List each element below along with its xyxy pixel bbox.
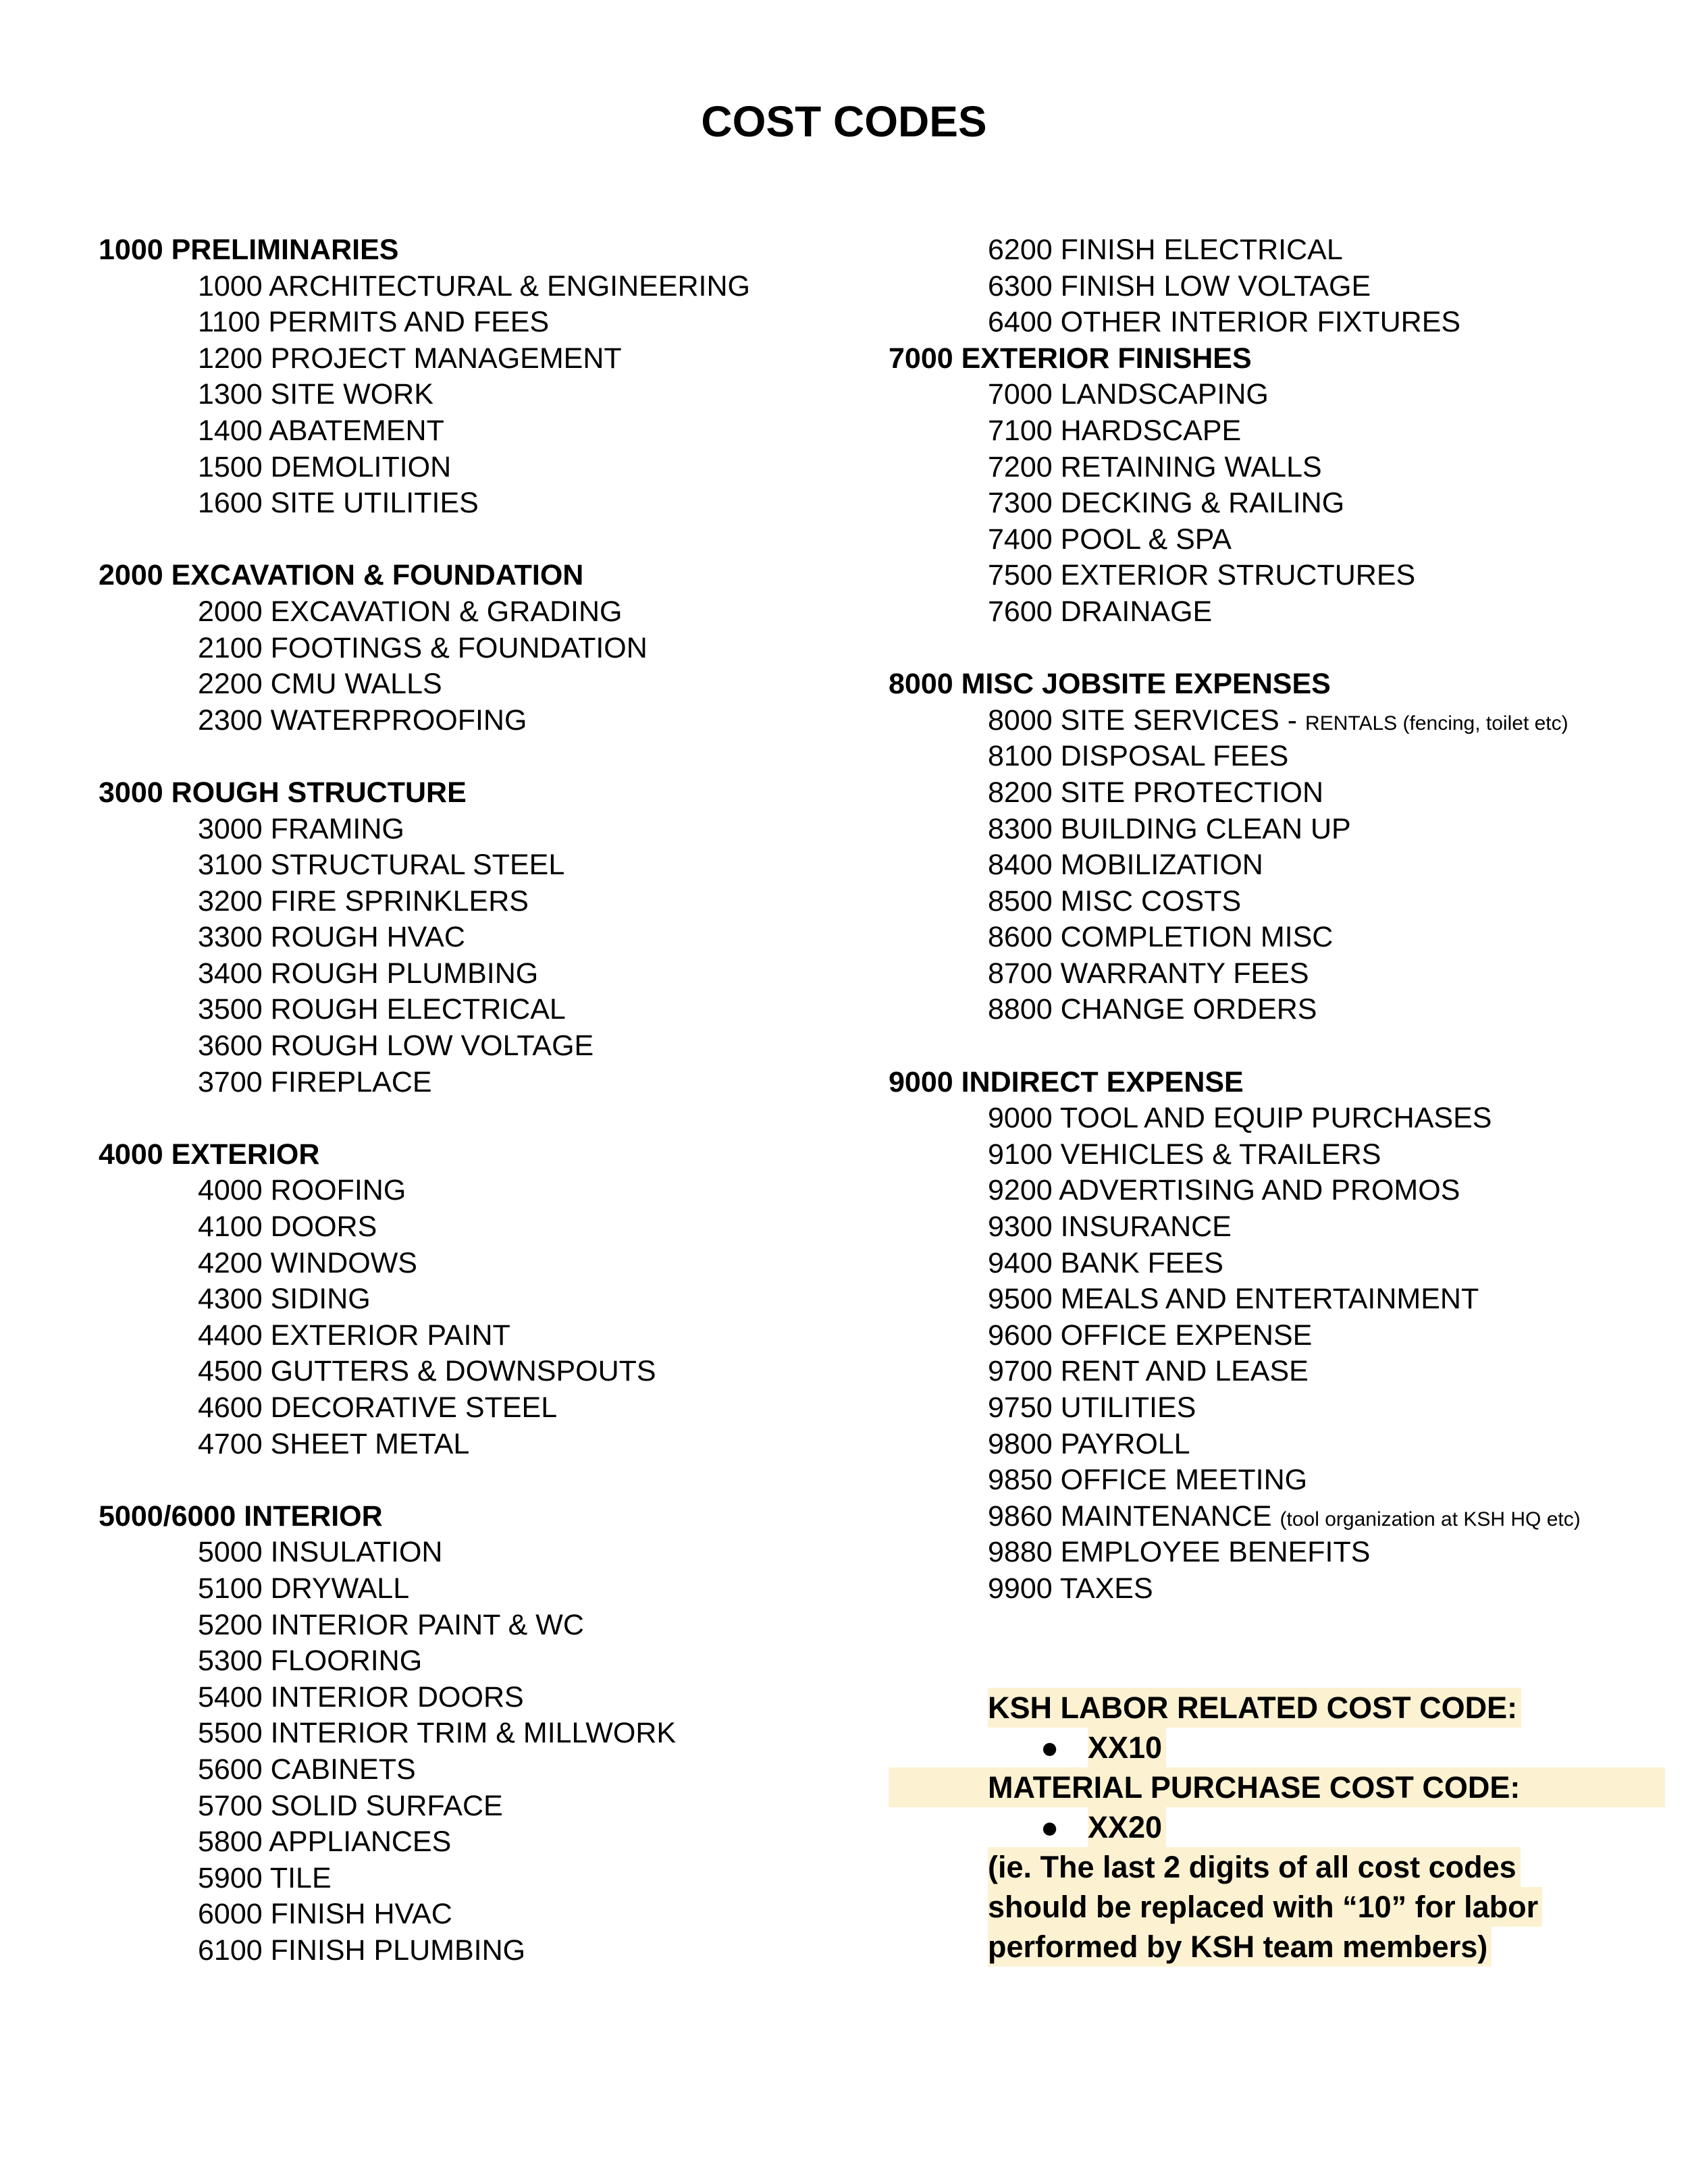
cost-code-item (99, 1571, 895, 1607)
cost-code-text: 8000 SITE SERVICES - (988, 703, 1306, 737)
cost-code-item (889, 1209, 1665, 1246)
cost-code-item (889, 1173, 1665, 1209)
cost-code-item (99, 992, 895, 1028)
material-heading-line (889, 1767, 1665, 1807)
labor-heading-line (889, 1688, 1665, 1728)
section-heading (99, 775, 895, 811)
cost-code-item (99, 1535, 895, 1571)
cost-code-text: 9880 EMPLOYEE BENEFITS (988, 1536, 1371, 1569)
section-heading-text: 1000 PRELIMINARIES (99, 234, 399, 266)
cost-code-text: 4600 DECORATIVE STEEL (198, 1391, 558, 1424)
cost-code-text: 3200 FIRE SPRINKLERS (198, 884, 529, 917)
cost-code-text: 5900 TILE (198, 1861, 332, 1894)
cost-code-text: 7300 DECKING & RAILING (988, 487, 1345, 520)
labor-code: XX10 (1088, 1728, 1166, 1767)
explanation-text: (ie. The last 2 digits of all cost codes (988, 1847, 1521, 1887)
section-heading (889, 666, 1665, 703)
cost-code-item (99, 485, 895, 522)
cost-code-text: 6000 FINISH HVAC (198, 1898, 452, 1931)
spacer (99, 1462, 895, 1499)
cost-code-item (889, 377, 1665, 413)
labor-code-line (889, 1728, 1665, 1767)
cost-code-item (889, 956, 1665, 992)
cost-code-text: 3700 FIREPLACE (198, 1065, 432, 1098)
cost-code-item (889, 739, 1665, 775)
cost-code-item (889, 269, 1665, 305)
cost-code-text: 6400 OTHER INTERIOR FIXTURES (988, 306, 1461, 339)
cost-code-item (99, 1933, 895, 1969)
spacer (99, 1100, 895, 1137)
cost-code-item (889, 558, 1665, 594)
spacer (889, 1028, 1665, 1065)
cost-code-item (99, 1028, 895, 1065)
cost-code-text: 1100 PERMITS AND FEES (198, 306, 550, 339)
cost-code-item (889, 811, 1665, 848)
cost-code-text: 1500 DEMOLITION (198, 450, 452, 483)
cost-code-text: 9900 TAXES (988, 1572, 1153, 1605)
section-heading-text: 2000 EXCAVATION & FOUNDATION (99, 559, 584, 592)
cost-code-item (99, 920, 895, 956)
cost-code-text: 3400 ROUGH PLUMBING (198, 957, 539, 990)
cost-code-item (99, 450, 895, 486)
explanation-line (889, 1847, 1665, 1887)
cost-code-text: 3000 FRAMING (198, 812, 404, 845)
cost-code-item (99, 1281, 895, 1318)
cost-code-item (889, 594, 1665, 631)
cost-code-note: (tool organization at KSH HQ etc) (1280, 1508, 1581, 1530)
cost-code-text: 1000 ARCHITECTURAL & ENGINEERING (198, 269, 751, 302)
cost-code-item (99, 594, 895, 631)
cost-code-item (889, 1427, 1665, 1463)
cost-code-item (99, 811, 895, 848)
cost-code-item (889, 1499, 1665, 1535)
cost-code-item (99, 1896, 895, 1933)
cost-code-text: 7100 HARDSCAPE (988, 414, 1242, 447)
left-cost-code-column (99, 232, 895, 1969)
cost-code-item (99, 1861, 895, 1897)
cost-code-text: 6300 FINISH LOW VOLTAGE (988, 269, 1371, 302)
section-heading-text: 5000/6000 INTERIOR (99, 1499, 383, 1533)
cost-code-text: 4500 GUTTERS & DOWNSPOUTS (198, 1355, 656, 1388)
cost-code-item (99, 1824, 895, 1861)
cost-code-text: 5000 INSULATION (198, 1536, 443, 1569)
spacer (99, 739, 895, 775)
cost-code-item (889, 1571, 1665, 1607)
cost-code-item (99, 377, 895, 413)
right-cost-code-column (889, 232, 1665, 1607)
cost-code-item (99, 1752, 895, 1788)
cost-code-item (99, 1715, 895, 1752)
cost-code-item (99, 703, 895, 739)
cost-code-text: 9100 VEHICLES & TRAILERS (988, 1138, 1381, 1171)
cost-code-item (889, 1100, 1665, 1137)
cost-code-item (889, 847, 1665, 884)
cost-code-note: RENTALS (fencing, toilet etc) (1305, 712, 1568, 735)
section-heading (99, 1499, 895, 1535)
cost-code-text: 9800 PAYROLL (988, 1427, 1190, 1460)
cost-code-text: 2100 FOOTINGS & FOUNDATION (198, 631, 648, 664)
cost-code-text: 8300 BUILDING CLEAN UP (988, 812, 1351, 845)
cost-code-item (889, 485, 1665, 522)
cost-code-item (99, 304, 895, 341)
labor-heading: KSH LABOR RELATED COST CODE: (988, 1688, 1521, 1728)
cost-code-text: 1200 PROJECT MANAGEMENT (198, 342, 622, 375)
page-title: COST CODES (701, 97, 987, 146)
cost-code-item (889, 1318, 1665, 1354)
cost-code-item (889, 522, 1665, 558)
bullet-icon: ● (1040, 1810, 1059, 1844)
cost-code-text: 8200 SITE PROTECTION (988, 776, 1324, 809)
section-heading (889, 1065, 1665, 1101)
cost-code-text: 5600 CABINETS (198, 1753, 416, 1786)
explanation-text: performed by KSH team members) (988, 1927, 1492, 1967)
spacer (99, 522, 895, 558)
cost-code-item (99, 884, 895, 920)
cost-code-item (99, 341, 895, 377)
cost-code-text: 5800 APPLIANCES (198, 1826, 452, 1859)
section-heading-text: 7000 EXTERIOR FINISHES (889, 342, 1252, 375)
section-heading-text: 8000 MISC JOBSITE EXPENSES (889, 668, 1331, 701)
cost-code-item (99, 666, 895, 703)
cost-code-item (99, 1318, 895, 1354)
cost-code-item (889, 703, 1665, 739)
cost-code-text: 5100 DRYWALL (198, 1572, 410, 1605)
cost-code-text: 8500 MISC COSTS (988, 884, 1242, 917)
cost-code-text: 7000 LANDSCAPING (988, 378, 1269, 411)
cost-code-item (889, 1137, 1665, 1173)
cost-code-text: 7500 EXTERIOR STRUCTURES (988, 559, 1416, 592)
cost-code-item (889, 304, 1665, 341)
cost-code-text: 5300 FLOORING (198, 1645, 423, 1678)
cost-code-item (99, 1427, 895, 1463)
cost-code-text: 8400 MOBILIZATION (988, 849, 1263, 882)
cost-code-item (889, 450, 1665, 486)
cost-code-item (99, 1607, 895, 1644)
cost-code-item (99, 269, 895, 305)
cost-code-text: 5200 INTERIOR PAINT & WC (198, 1608, 584, 1641)
cost-code-text: 8700 WARRANTY FEES (988, 957, 1309, 990)
cost-code-text: 3100 STRUCTURAL STEEL (198, 849, 565, 882)
cost-code-item (889, 884, 1665, 920)
cost-code-text: 2300 WATERPROOFING (198, 703, 527, 737)
cost-code-item (99, 847, 895, 884)
cost-code-text: 4700 SHEET METAL (198, 1427, 470, 1460)
explanation-line (889, 1927, 1665, 1967)
cost-code-item (889, 1354, 1665, 1390)
cost-code-item (889, 1390, 1665, 1427)
material-code-line (889, 1807, 1665, 1847)
cost-code-text: 8600 COMPLETION MISC (988, 921, 1334, 954)
explanation-text: should be replaced with “10” for labor (988, 1887, 1542, 1927)
cost-code-text: 3600 ROUGH LOW VOLTAGE (198, 1030, 594, 1063)
cost-code-text: 1300 SITE WORK (198, 378, 433, 411)
cost-code-item (99, 956, 895, 992)
cost-code-item (889, 775, 1665, 811)
cost-code-text: 1400 ABATEMENT (198, 414, 444, 447)
cost-code-text: 4200 WINDOWS (198, 1246, 417, 1279)
cost-code-text: 7600 DRAINAGE (988, 595, 1213, 628)
cost-code-text: 7400 POOL & SPA (988, 523, 1232, 556)
cost-code-item (889, 992, 1665, 1028)
cost-code-text: 9750 UTILITIES (988, 1391, 1196, 1424)
cost-code-text: 9000 TOOL AND EQUIP PURCHASES (988, 1102, 1492, 1135)
cost-code-text: 8100 DISPOSAL FEES (988, 740, 1289, 773)
cost-code-text: 6200 FINISH ELECTRICAL (988, 234, 1343, 266)
cost-code-text: 9850 OFFICE MEETING (988, 1464, 1308, 1497)
cost-code-item (889, 920, 1665, 956)
section-heading-text: 4000 EXTERIOR (99, 1138, 320, 1171)
cost-code-text: 4100 DOORS (198, 1210, 377, 1244)
cost-code-text: 8800 CHANGE ORDERS (988, 993, 1317, 1026)
cost-code-text: 9200 ADVERTISING AND PROMOS (988, 1174, 1460, 1207)
section-heading-text: 9000 INDIRECT EXPENSE (889, 1065, 1244, 1098)
cost-code-text: 4300 SIDING (198, 1283, 371, 1316)
cost-code-text: 5400 INTERIOR DOORS (198, 1680, 524, 1713)
cost-code-text: 4400 EXTERIOR PAINT (198, 1319, 510, 1352)
cost-code-text: 2000 EXCAVATION & GRADING (198, 595, 623, 628)
cost-code-item (99, 631, 895, 667)
bullet-icon: ● (1040, 1730, 1059, 1765)
cost-code-item (889, 413, 1665, 450)
cost-code-text: 3500 ROUGH ELECTRICAL (198, 993, 566, 1026)
cost-code-item (99, 1209, 895, 1246)
section-heading (99, 558, 895, 594)
cost-code-text: 9860 MAINTENANCE (988, 1499, 1280, 1533)
material-heading: MATERIAL PURCHASE COST CODE: (988, 1770, 1521, 1805)
spacer (889, 631, 1665, 667)
section-heading-text: 3000 ROUGH STRUCTURE (99, 776, 467, 809)
cost-code-item (889, 1535, 1665, 1571)
cost-code-item (99, 1065, 895, 1101)
cost-code-notes (889, 1688, 1665, 1967)
cost-code-item (99, 1354, 895, 1390)
cost-code-item (99, 413, 895, 450)
cost-code-text: 9300 INSURANCE (988, 1210, 1232, 1244)
cost-code-text: 9600 OFFICE EXPENSE (988, 1319, 1313, 1352)
cost-code-text: 5500 INTERIOR TRIM & MILLWORK (198, 1717, 677, 1750)
cost-code-text: 7200 RETAINING WALLS (988, 450, 1322, 483)
material-code: XX20 (1088, 1807, 1166, 1847)
cost-code-item (889, 1281, 1665, 1318)
cost-code-text: 5700 SOLID SURFACE (198, 1789, 503, 1822)
cost-code-item (99, 1246, 895, 1282)
cost-code-item (99, 1680, 895, 1716)
section-heading (99, 232, 895, 269)
cost-code-item (99, 1643, 895, 1680)
cost-code-text: 1600 SITE UTILITIES (198, 487, 479, 520)
cost-code-item (99, 1173, 895, 1209)
cost-code-text: 9700 RENT AND LEASE (988, 1355, 1309, 1388)
cost-code-item (889, 1462, 1665, 1499)
cost-code-item (889, 232, 1665, 269)
cost-code-text: 4000 ROOFING (198, 1174, 406, 1207)
cost-code-item (99, 1390, 895, 1427)
explanation-line (889, 1887, 1665, 1927)
cost-code-text: 2200 CMU WALLS (198, 668, 442, 701)
cost-code-item (99, 1788, 895, 1825)
cost-code-item (889, 1246, 1665, 1282)
section-heading (99, 1137, 895, 1173)
cost-code-text: 3300 ROUGH HVAC (198, 921, 465, 954)
cost-code-text: 9500 MEALS AND ENTERTAINMENT (988, 1283, 1479, 1316)
cost-code-text: 6100 FINISH PLUMBING (198, 1934, 526, 1967)
section-heading (889, 341, 1665, 377)
cost-code-text: 9400 BANK FEES (988, 1246, 1223, 1279)
